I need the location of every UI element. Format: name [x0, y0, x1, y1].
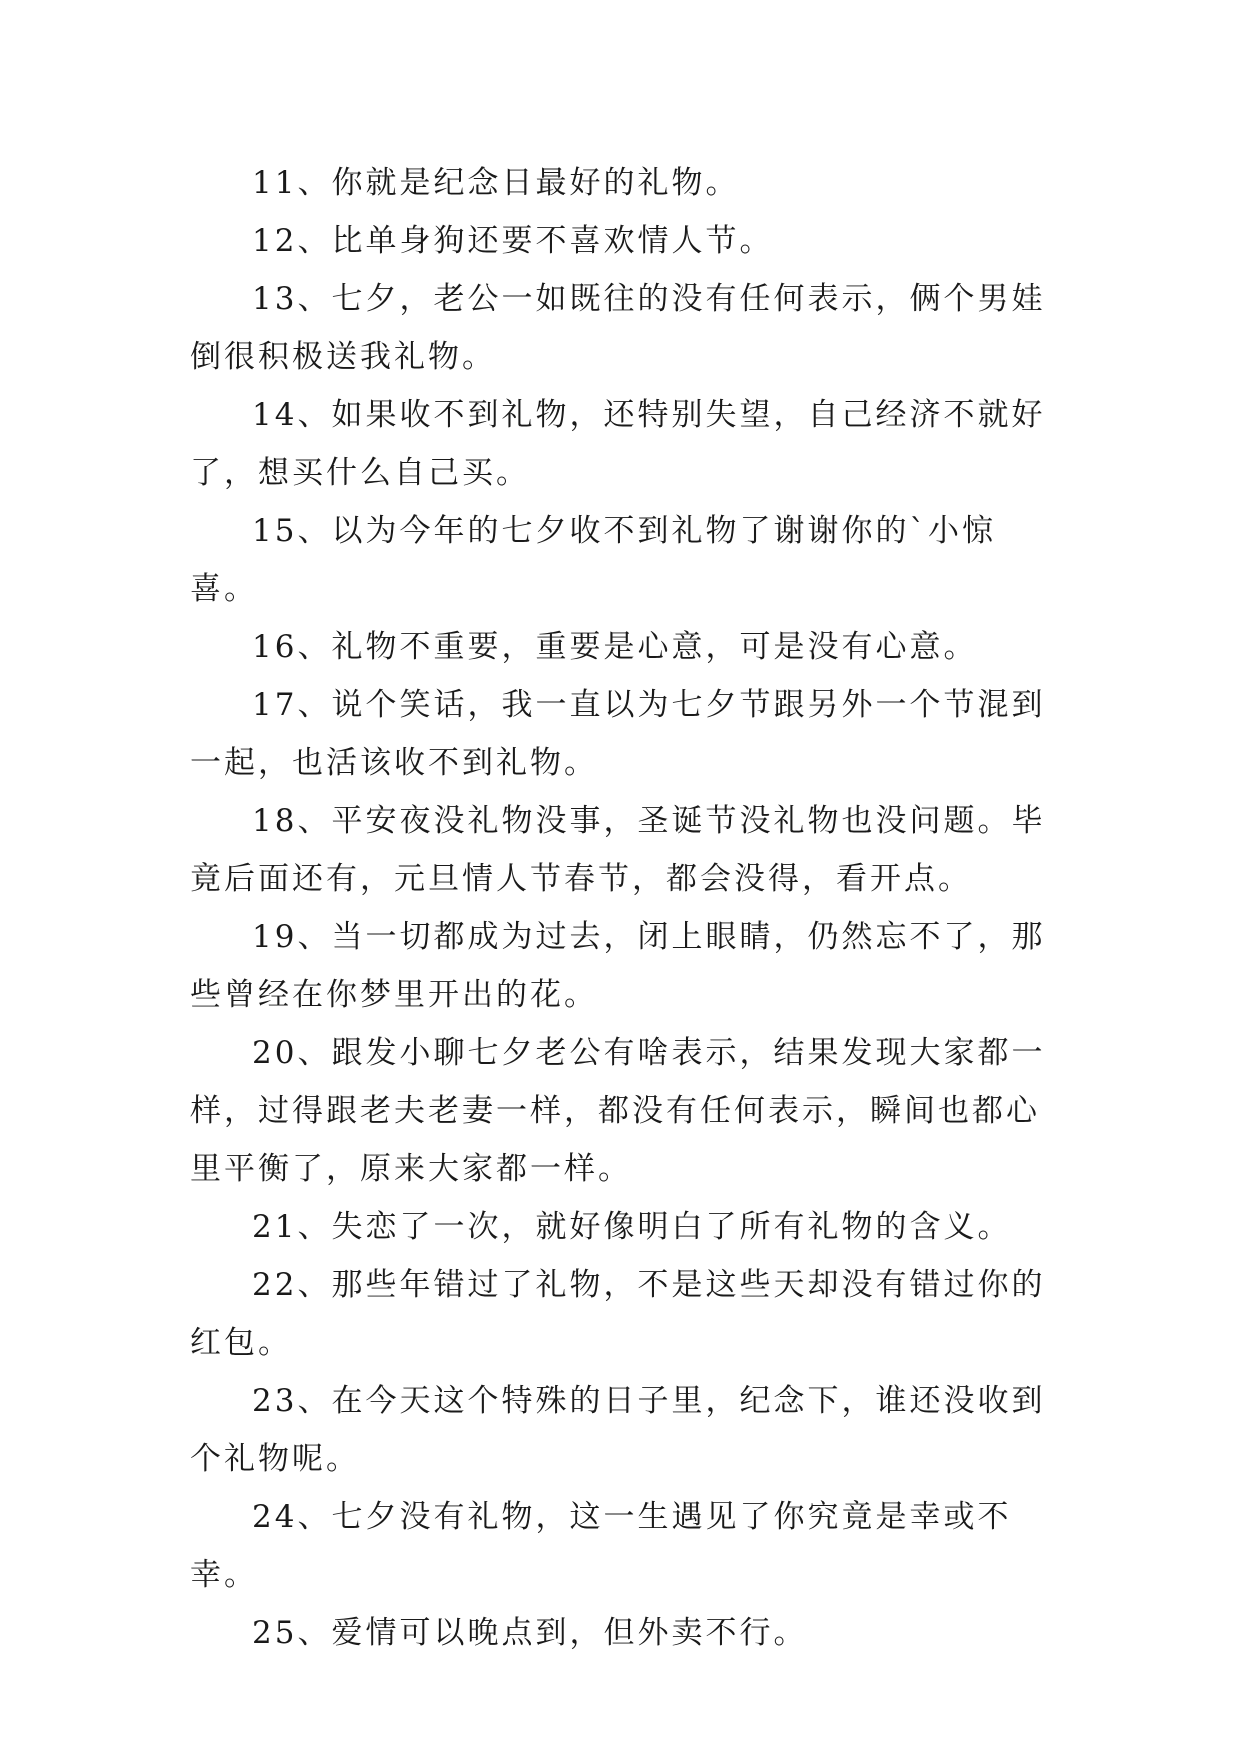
paragraph-17: 17、说个笑话，我一直以为七夕节跟另外一个节混到一起，也活该收不到礼物。: [190, 687, 1046, 781]
paragraph-14: 14、如果收不到礼物，还特别失望，自己经济不就好了，想买什么自己买。: [190, 397, 1046, 491]
document-body: [190, 154, 1060, 1662]
paragraph-13: 13、七夕，老公一如既往的没有任何表示，俩个男娃倒很积极送我礼物。: [190, 281, 1046, 375]
paragraph-11: 11、你就是纪念日最好的礼物。: [252, 165, 740, 201]
paragraph-21: 21、失恋了一次，就好像明白了所有礼物的含义。: [252, 1209, 1012, 1245]
paragraph-22: 22、那些年错过了礼物，不是这些天却没有错过你的红包。: [190, 1267, 1046, 1361]
paragraph-15: 15、以为今年的七夕收不到礼物了谢谢你的`小惊喜。: [190, 513, 996, 607]
paragraph-24: 24、七夕没有礼物，这一生遇见了你究竟是幸或不幸。: [190, 1499, 1012, 1593]
paragraph-19: 19、当一切都成为过去，闭上眼睛，仍然忘不了，那些曾经在你梦里开出的花。: [190, 919, 1046, 1013]
paragraph-18: 18、平安夜没礼物没事，圣诞节没礼物也没问题。毕竟后面还有，元旦情人节春节，都会没得，看开点。: [190, 803, 1046, 897]
paragraph-25: 25、爱情可以晚点到，但外卖不行。: [252, 1615, 808, 1651]
paragraph-23: 23、在今天这个特殊的日子里，纪念下，谁还没收到个礼物呢。: [190, 1383, 1046, 1477]
paragraph-12: 12、比单身狗还要不喜欢情人节。: [252, 223, 774, 259]
paragraph-20: 20、跟发小聊七夕老公有啥表示，结果发现大家都一样，过得跟老夫老妻一样，都没有任何表示，瞬间也都心里平衡了，原来大家都一样。: [190, 1035, 1046, 1187]
paragraph-16: 16、礼物不重要，重要是心意，可是没有心意。: [252, 629, 978, 665]
